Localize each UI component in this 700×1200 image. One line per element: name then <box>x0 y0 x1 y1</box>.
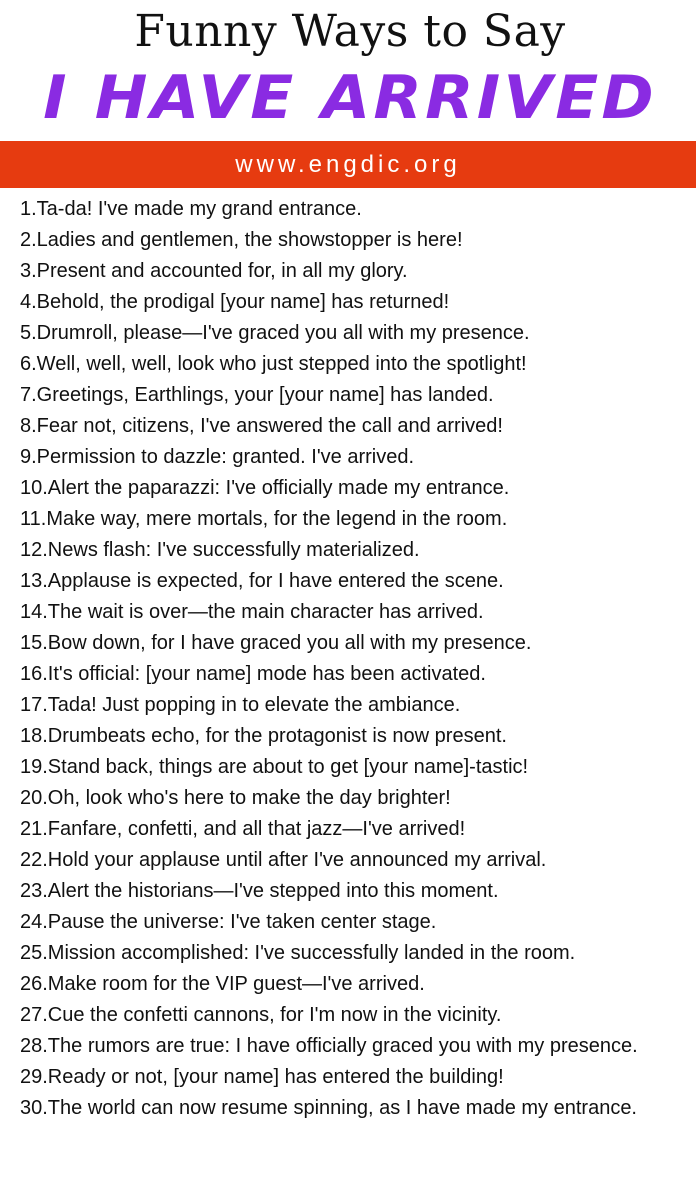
page-subtitle: I HAVE ARRIVED <box>43 63 657 133</box>
list-item: 3.Present and accounted for, in all my glory. <box>20 260 408 282</box>
list-item: 28.The rumors are true: I have officially graced you with my presence. <box>20 1035 638 1057</box>
list-item: 14.The wait is over—the main character has arrived. <box>20 601 484 623</box>
list-item: 2.Ladies and gentlemen, the showstopper is here! <box>20 229 463 251</box>
list-item: 26.Make room for the VIP guest—I've arrived. <box>20 973 425 995</box>
list-item: 27.Cue the confetti cannons, for I'm now in the vicinity. <box>20 1004 502 1026</box>
list-item: 24.Pause the universe: I've taken center stage. <box>20 911 437 933</box>
list-item: 22.Hold your applause until after I've announced my arrival. <box>20 849 547 871</box>
list-item: 16.It's official: [your name] mode has been activated. <box>20 663 486 685</box>
list-item: 10.Alert the paparazzi: I've officially made my entrance. <box>20 477 510 499</box>
list-item: 17.Tada! Just popping in to elevate the ambiance. <box>20 694 461 716</box>
list-item: 13.Applause is expected, for I have entered the scene. <box>20 570 504 592</box>
list-item: 20.Oh, look who's here to make the day brighter! <box>20 787 451 809</box>
list-item: 23.Alert the historians—I've stepped into this moment. <box>20 880 499 902</box>
list-item: 19.Stand back, things are about to get [your name]-tastic! <box>20 756 529 778</box>
list-item: 29.Ready or not, [your name] has entered the building! <box>20 1066 504 1088</box>
list-item: 5.Drumroll, please—I've graced you all with my presence. <box>20 322 530 344</box>
phrase-list <box>20 194 680 1124</box>
page-title: Funny Ways to Say <box>134 6 566 57</box>
list-item: 11.Make way, mere mortals, for the legend in the room. <box>20 508 508 530</box>
list-item: 15.Bow down, for I have graced you all with my presence. <box>20 632 532 654</box>
header <box>0 0 700 140</box>
list-item: 6.Well, well, well, look who just stepped into the spotlight! <box>20 353 527 375</box>
list-item: 30.The world can now resume spinning, as I have made my entrance. <box>20 1097 637 1119</box>
list-item: 21.Fanfare, confetti, and all that jazz—I've arrived! <box>20 818 466 840</box>
list-item: 9.Permission to dazzle: granted. I've arrived. <box>20 446 415 468</box>
list-item: 4.Behold, the prodigal [your name] has returned! <box>20 291 450 313</box>
list-item: 18.Drumbeats echo, for the protagonist is now present. <box>20 725 507 747</box>
list-item: 7.Greetings, Earthlings, your [your name] has landed. <box>20 384 494 406</box>
website-banner <box>0 141 696 188</box>
list-item: 8.Fear not, citizens, I've answered the call and arrived! <box>20 415 503 437</box>
list-item: 12.News flash: I've successfully materialized. <box>20 539 420 561</box>
list-item: 1.Ta-da! I've made my grand entrance. <box>20 198 362 220</box>
list-item: 25.Mission accomplished: I've successfully landed in the room. <box>20 942 576 964</box>
website-url: www.engdic.org <box>235 151 461 178</box>
